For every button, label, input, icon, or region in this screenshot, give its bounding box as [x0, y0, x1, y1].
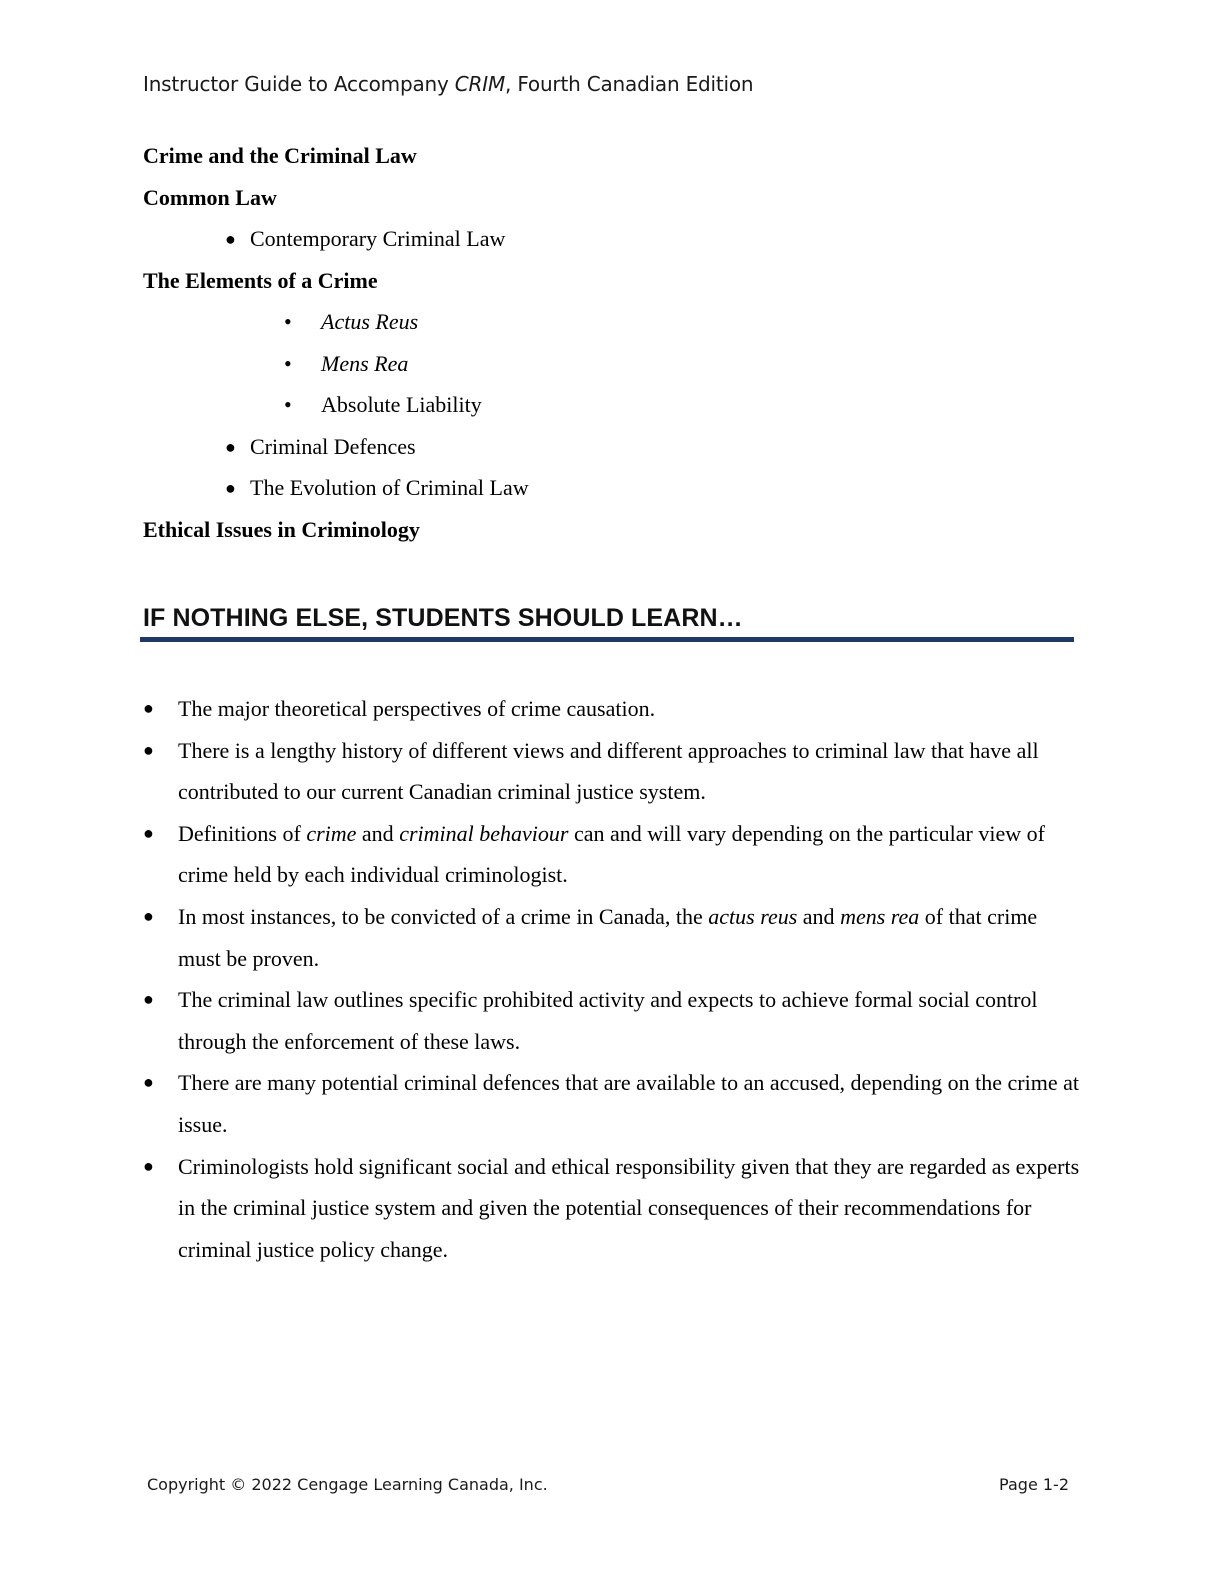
- bullet-icon: ●: [143, 1155, 154, 1176]
- footer-page-number: Page 1-2: [999, 1475, 1069, 1494]
- outline-item-criminal-defences: [143, 431, 1083, 473]
- bullet-icon: •: [284, 309, 292, 334]
- outline-item-label: Mens Rea: [321, 350, 409, 376]
- text-run: Definitions of: [178, 820, 307, 846]
- list-item: [143, 979, 1083, 1062]
- section-title: IF NOTHING ELSE, STUDENTS SHOULD LEARN…: [143, 604, 743, 632]
- outline-heading-crime-criminal-law: Crime and the Criminal Law: [143, 143, 417, 168]
- outline-heading-common-law: Common Law: [143, 184, 277, 210]
- bullet-icon: ●: [225, 229, 236, 249]
- bullet-icon: ●: [143, 739, 154, 760]
- bullet-icon: ●: [143, 1072, 154, 1093]
- bullet-icon: ●: [143, 698, 154, 718]
- list-item: [143, 688, 1083, 730]
- outline-item-label: Criminal Defences: [250, 433, 416, 459]
- footer-copyright: Copyright © 2022 Cengage Learning Canada, Inc.: [147, 1475, 548, 1494]
- outline-item-evolution: [143, 472, 1083, 514]
- text-run: and: [797, 903, 841, 929]
- bullet-icon: •: [284, 392, 292, 417]
- bullet-icon: •: [284, 350, 292, 376]
- outline-subitem-actus-reus: [143, 306, 1083, 348]
- outline-item-label: Absolute Liability: [321, 392, 482, 417]
- list-item-text: [178, 821, 1045, 888]
- list-item: [143, 813, 1083, 896]
- header-book-title: CRIM: [454, 72, 505, 96]
- text-run: In most instances, to be convicted of a crime in Canada, the: [178, 903, 709, 929]
- list-item-text: There is a lengthy history of different views and different approaches to criminal law that have all contributed to our current Canadian criminal justice system.: [178, 737, 1039, 805]
- term-criminal-behaviour: criminal behaviour: [399, 820, 569, 846]
- outline-subitem-absolute-liability: [143, 389, 1083, 431]
- outline-item-contemporary-law: [143, 223, 1083, 265]
- bullet-icon: ●: [225, 478, 236, 498]
- outline-item-label: Actus Reus: [321, 309, 419, 334]
- list-item-text: The criminal law outlines specific prohibited activity and expects to achieve formal social control through the enforcement of these laws.: [178, 987, 1038, 1054]
- text-run: can and will vary depending on the particular view of crime held by each individual criminologist.: [178, 820, 1045, 888]
- list-item-text: [178, 904, 1037, 971]
- outline-item-label: The Evolution of Criminal Law: [250, 475, 529, 500]
- header-suffix: , Fourth Canadian Edition: [505, 72, 754, 96]
- header-prefix: Instructor Guide to Accompany: [143, 72, 455, 96]
- text-run: and: [356, 820, 400, 846]
- outline-subitem-mens-rea: [143, 348, 1083, 390]
- bullet-icon: ●: [143, 822, 154, 843]
- list-item-text: There are many potential criminal defences that are available to an accused, depending on the crime at issue.: [178, 1070, 1079, 1137]
- list-item: [143, 896, 1083, 979]
- section-divider: [140, 637, 1074, 642]
- term-actus-reus: actus reus: [708, 903, 798, 929]
- list-item-text: Criminologists hold significant social and ethical responsibility given that they are regarded as experts in the criminal justice system and given the potential consequences of their recommendations for criminal justice policy change.: [178, 1153, 1080, 1262]
- bullet-icon: ●: [143, 905, 154, 926]
- list-item-text: The major theoretical perspectives of crime causation.: [178, 696, 656, 721]
- list-item: [143, 730, 1083, 813]
- bullet-icon: ●: [143, 989, 154, 1010]
- running-header: [143, 72, 753, 96]
- list-item: [143, 1062, 1083, 1145]
- outline-heading-ethical-issues: Ethical Issues in Criminology: [143, 516, 420, 542]
- term-mens-rea: mens rea: [840, 903, 920, 929]
- outline-heading-elements: The Elements of a Crime: [143, 267, 378, 293]
- outline-item-label: Contemporary Criminal Law: [250, 226, 506, 251]
- term-crime: crime: [306, 820, 357, 846]
- list-item: [143, 1146, 1083, 1271]
- learning-outcomes-list: [143, 688, 1083, 1270]
- bullet-icon: ●: [225, 436, 236, 457]
- text-run: of that crime must be proven.: [178, 903, 1038, 971]
- chapter-outline: [143, 140, 1083, 555]
